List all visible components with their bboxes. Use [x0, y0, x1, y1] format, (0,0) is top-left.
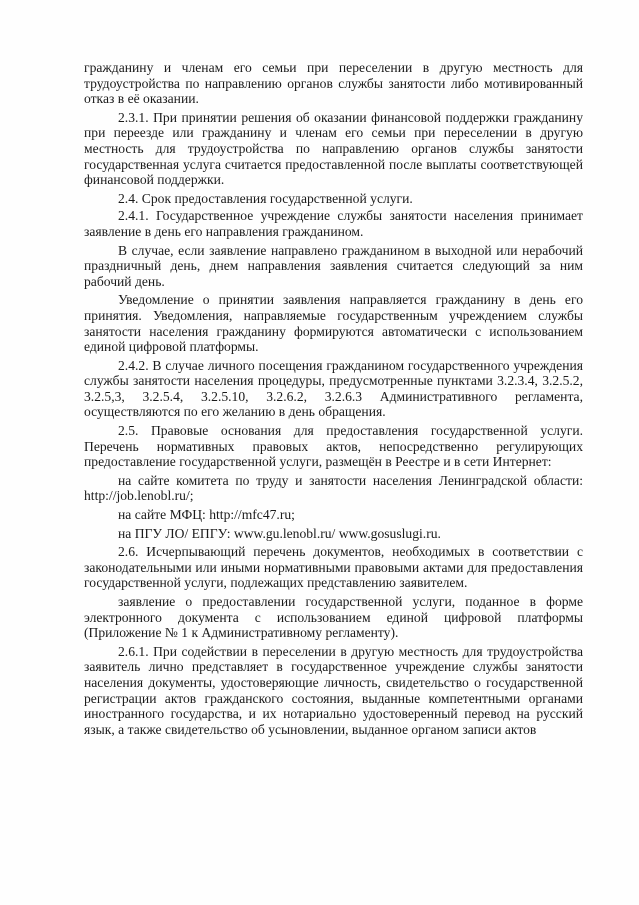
paragraph-continuation: гражданину и членам его семьи при переселении в другую местность для трудоустройства по направлению органов службы занятости либо мотивированный отказ в её оказании. [84, 60, 583, 107]
paragraph-2-5: 2.5. Правовые основания для предоставления государственной услуги. Перечень нормативных правовых актов, непосредственно регулирующих предоставление государственной услуги, размещён в Реестре и в сети Интернет: [84, 423, 583, 470]
paragraph-notification: Уведомление о принятии заявления направляется гражданину в день его принятия. Уведомления, направляемые государственным учреждением службы занятости населения гражданину формируются автоматически с использованием единой цифровой платформы. [84, 292, 583, 355]
paragraph-link-committee: на сайте комитета по труду и занятости населения Ленинградской области: http://job.lenobl.ru/; [84, 472, 583, 504]
paragraph-link-mfc: на сайте МФЦ: http://mfc47.ru; [118, 507, 295, 523]
paragraph-2-3-1: 2.3.1. При принятии решения об оказании финансовой поддержки гражданину при переезде или гражданину и членам его семьи при переселении в другую местность для трудоустройства по направлению органов службы занятости государственная услуга считается предоставленной после выплаты соответствующей финансовой поддержки. [84, 109, 583, 188]
paragraph-2-6: 2.6. Исчерпывающий перечень документов, необходимых в соответствии с законодательными или иными нормативными правовыми актами для предоставления государственной услуги, подлежащих представлению заявителем. [84, 544, 583, 591]
paragraph-2-4-2: 2.4.2. В случае личного посещения гражданином государственного учреждения службы занятости населения процедуры, предусмотренные пунктами 3.2.3.4, 3.2.5.2, 3.2.5,3, 3.2.5.4, 3.2.5.10, 3.2.6.2, 3.2.6.3 Административного регламента, осуществляются по его желанию в день обращения. [84, 357, 583, 420]
paragraph-application: заявление о предоставлении государственной услуги, поданное в форме электронного документа с использованием единой цифровой платформы (Приложение № 1 к Административному регламенту). [84, 594, 583, 641]
paragraph-link-portal: на ПГУ ЛО/ ЕПГУ: www.gu.lenobl.ru/ www.gosuslugi.ru. [118, 525, 441, 541]
paragraph-2-4-1: 2.4.1. Государственное учреждение службы занятости населения принимает заявление в день его направления гражданином. [84, 208, 583, 239]
document-body [84, 60, 583, 737]
paragraph-2-6-1: 2.6.1. При содействии в переселении в другую местность для трудоустройства заявитель лично представляет в государственное учреждение службы занятости населения документы, удостоверяющие личность, свидетельство о государственной регистрации актов гражданского состояния, выданные компетентными органами иностранного государства, и их нотариально удостоверенный перевод на русский язык, а также свидетельство об усыновлении, выданное органом записи актов [84, 643, 583, 737]
paragraph-holiday: В случае, если заявление направлено гражданином в выходной или нерабочий праздничный день, днем направления заявления считается следующий за ним рабочий день. [84, 242, 583, 289]
section-heading-2-4: 2.4. Срок предоставления государственной услуги. [118, 190, 413, 206]
